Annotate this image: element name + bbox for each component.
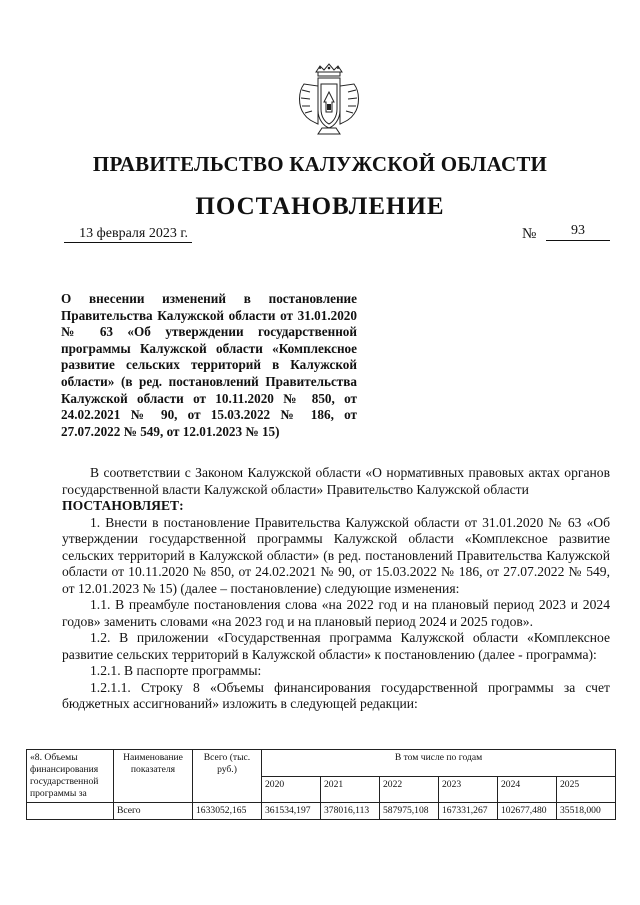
row-value-cell: 587975,108 bbox=[380, 803, 439, 820]
column-header-name: Наименование показателя bbox=[114, 750, 193, 803]
number-label: № bbox=[522, 226, 537, 242]
clause-1: 1. Внести в постановление Правительства Калужской области от 31.01.2020 № 63 «Об утверждении государственной программы Калужской области «Комплексное развитие сельских территорий в Калужской области» (в ред. постановлений Правительства Калужской области от 10.11.2020 № 850, от 24.02.2021 № 90, от 15.03.2022 № 186, от 27.07.2022 № 549, от 12.01.2023 № 15) (далее – постановление) следующие изменения: bbox=[62, 514, 610, 596]
document-subject: О внесении изменений в постановление Правительства Калужской области от 31.01.2020 № 63 «Об утверждении государственной программы Калужской области «Комплексное развитие сельских территорий в Калужской области» (в ред. постановлений Правительства Калужской области от 10.11.2020 № 850, от 24.02.2021 № 90, от 15.03.2022 № 186, от 27.07.2022 № 549, от 12.01.2023 № 15) bbox=[61, 291, 357, 439]
year-header: 2020 bbox=[262, 776, 321, 803]
clause-1-2: 1.2. В приложении «Государственная программа Калужской области «Комплексное развитие сельских территорий в Калужской области» к постановлению (далее - программа): bbox=[62, 630, 610, 662]
preamble-text: В соответствии с Законом Калужской области «О нормативных правовых актах органов государственной власти Калужской области» Правительство Калужской области bbox=[62, 465, 610, 497]
year-header: 2025 bbox=[557, 776, 616, 803]
decree-word: ПОСТАНОВЛЯЕТ: bbox=[62, 498, 184, 513]
document-date: 13 февраля 2023 г. bbox=[64, 226, 192, 243]
row-value-cell: 361534,197 bbox=[262, 803, 321, 820]
year-header: 2021 bbox=[321, 776, 380, 803]
row-total-cell: 1633052,165 bbox=[193, 803, 262, 820]
row-name-cell: Всего bbox=[114, 803, 193, 820]
year-header: 2023 bbox=[439, 776, 498, 803]
column-header-years-group: В том числе по годам bbox=[262, 750, 616, 777]
row-label-cell: «8. Объемы финансирования государственной программы за bbox=[27, 750, 114, 803]
clause-1-1: 1.1. В преамбуле постановления слова «на 2022 год и на плановый период 2023 и 2024 годов» заменить словами «на 2023 год и на плановый период 2024 и 2025 годов». bbox=[62, 597, 610, 629]
document-number: 93 bbox=[546, 222, 610, 241]
clause-1-2-1-1: 1.2.1.1. Строку 8 «Объемы финансирования государственной программы за счет бюджетных ассигнований» изложить в следующей редакции: bbox=[62, 679, 610, 711]
row-value-cell: 378016,113 bbox=[321, 803, 380, 820]
organization-title: ПРАВИТЕЛЬСТВО КАЛУЖСКОЙ ОБЛАСТИ bbox=[92, 152, 548, 176]
coat-of-arms-emblem bbox=[296, 62, 362, 138]
column-header-total: Всего (тыс. руб.) bbox=[193, 750, 262, 803]
row-value-cell: 102677,480 bbox=[498, 803, 557, 820]
row-value-cell: 35518,000 bbox=[557, 803, 616, 820]
document-body bbox=[62, 465, 610, 713]
document-type-title: ПОСТАНОВЛЕНИЕ bbox=[195, 193, 445, 220]
clause-1-2-1: 1.2.1. В паспорте программы: bbox=[90, 663, 262, 678]
row-value-cell: 167331,267 bbox=[439, 803, 498, 820]
year-header: 2024 bbox=[498, 776, 557, 803]
financing-table bbox=[26, 749, 616, 820]
table-row bbox=[27, 803, 616, 820]
table-header-row bbox=[27, 750, 616, 777]
year-header: 2022 bbox=[380, 776, 439, 803]
row-label-continuation bbox=[27, 803, 114, 820]
preamble-paragraph bbox=[62, 465, 610, 498]
